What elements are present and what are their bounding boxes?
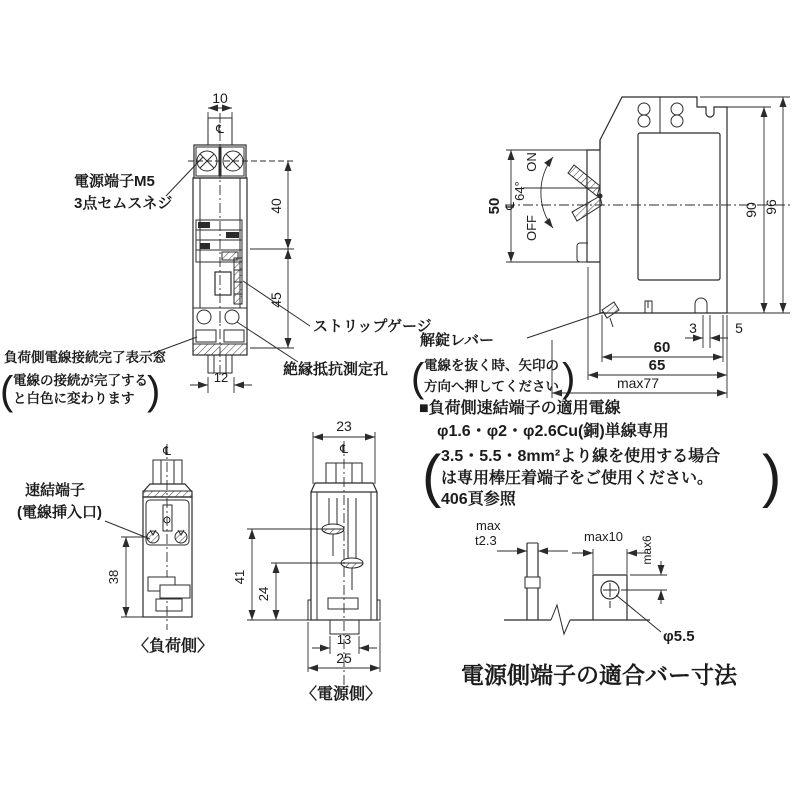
dim-edge-distance-label: max6 xyxy=(640,535,654,565)
paren-close: ) xyxy=(762,444,782,509)
indicator-label-line3: と白色に変わります xyxy=(13,391,135,406)
dim-upper-height: 40 xyxy=(268,198,284,214)
dim-lower-height: 45 xyxy=(268,292,284,308)
unlock-lever-label xyxy=(411,312,604,400)
paren-open: ( xyxy=(411,356,425,400)
lever-angle-label: 64° xyxy=(512,181,527,201)
wire-release-button xyxy=(645,301,652,313)
wire-note-line1: ■負荷側速結端子の適用電線 xyxy=(419,400,621,417)
power-side-view xyxy=(232,418,381,703)
indicator-window-icon xyxy=(196,330,216,342)
wire-note-line3: 3.5・5.5・8mm²より線を使用する場合 xyxy=(441,448,721,465)
bar-diagram xyxy=(461,518,738,688)
dim-height-body: 90 xyxy=(743,202,759,218)
dim-hook-depth: 5 xyxy=(735,320,743,336)
power-side-caption: 〈電源側〉 xyxy=(301,686,382,703)
wire-entry-hole-icon xyxy=(147,531,159,543)
centerline-symbol: ℄ xyxy=(340,442,348,456)
dim-top-width: 23 xyxy=(336,418,352,434)
insulation-test-hole-icon xyxy=(225,310,239,324)
dim-hole-dia: φ5.5 xyxy=(663,628,695,645)
terminal-screw-detail xyxy=(322,498,363,634)
insulation-hole-label: 絶縁抵抗測定孔 xyxy=(283,361,389,378)
dim-left-outer: 41 xyxy=(232,569,247,585)
terminal-label-line1: 速結端子 xyxy=(25,482,86,499)
busbar-vertical xyxy=(525,543,540,620)
power-terminal-label-line2: 3点セムスネジ xyxy=(74,195,173,212)
power-terminal-label-line1: 電源端子M5 xyxy=(74,173,155,190)
base-line xyxy=(504,605,650,634)
load-terminal-area xyxy=(193,310,247,373)
insulation-test-hole-icon xyxy=(197,310,211,324)
indicator-window-icon xyxy=(224,330,244,342)
dim-bottom-width: 25 xyxy=(336,650,352,666)
dim-thickness-line1: max xyxy=(476,518,501,533)
dim-depth-1: 60 xyxy=(653,339,671,356)
unlock-label-line1: 解錠レバー xyxy=(420,332,494,349)
terminal-screw-side-icon xyxy=(671,103,683,127)
dim-bottom-width: 12 xyxy=(213,370,229,385)
load-side-dimensions xyxy=(106,537,147,617)
wire-note-line4: は専用棒圧着端子をご使用ください。 xyxy=(441,470,714,487)
quick-connect-terminal-detail xyxy=(146,500,189,545)
dim-handle-window: 50 xyxy=(486,197,503,215)
dim-tab-width: 13 xyxy=(336,632,352,647)
dim-height: 38 xyxy=(106,569,121,585)
load-side-view xyxy=(17,444,213,655)
paren-open: ( xyxy=(0,369,14,413)
side-view xyxy=(411,97,790,400)
unlock-label-line2: 電線を抜く時、矢印の xyxy=(424,358,559,373)
unlock-label-line3: 方向へ押してください xyxy=(424,379,559,394)
centerline-symbol: ℄ xyxy=(216,122,224,136)
paren-close: ) xyxy=(147,369,161,413)
load-side-labels xyxy=(17,481,213,655)
paren-open: ( xyxy=(422,444,442,509)
bar-width-dimension xyxy=(572,549,648,574)
nameplate xyxy=(638,133,720,280)
terminal-label-line2: (電線挿入口) xyxy=(17,504,102,521)
release-lever xyxy=(602,302,619,327)
strip-gauge-scale xyxy=(234,258,242,304)
dim-height-total: 96 xyxy=(763,199,779,215)
indicator-label-line1: 負荷側電線接続完了表示窓 xyxy=(4,350,166,365)
din-clip-bottom-detail xyxy=(148,577,190,611)
wire-note-line5: 406頁参照 xyxy=(441,491,516,508)
load-side-caption: 〈負荷側〉 xyxy=(133,638,214,655)
lever-on-label: ON xyxy=(524,152,539,172)
wire-note-line2: φ1.6・φ2・φ2.6Cu(銅)単線専用 xyxy=(437,423,669,440)
strip-gauge-label: ストリップゲージ xyxy=(313,318,432,335)
centerline-symbol: ℄ xyxy=(163,444,171,458)
dim-top-width: 10 xyxy=(212,90,228,106)
terminal-screw-side-icon xyxy=(638,103,650,127)
dim-hook-offset: 3 xyxy=(689,320,697,336)
operating-lever xyxy=(503,152,790,241)
indicator-label-line2: 電線の接続が完了する xyxy=(13,373,148,388)
terminal-plate xyxy=(593,575,627,620)
dim-width-label: max10 xyxy=(584,529,624,544)
wire-note xyxy=(419,398,781,509)
lever-off-label: OFF xyxy=(524,215,539,241)
edge-distance-dimension xyxy=(621,535,667,604)
dim-depth-max: max77 xyxy=(616,375,660,391)
rating-label-plate xyxy=(196,220,242,262)
wire-entry-hole-icon xyxy=(175,531,187,543)
centerline-symbol: ℄ xyxy=(503,202,517,210)
dim-depth-2: 65 xyxy=(648,357,666,374)
breaker-handle xyxy=(215,272,231,295)
dim-left-inner: 24 xyxy=(256,586,271,602)
din-hook xyxy=(695,298,707,313)
front-view xyxy=(0,90,432,413)
bar-diagram-caption: 電源側端子の適合バー寸法 xyxy=(461,662,737,688)
lever-on-position-icon xyxy=(568,165,600,196)
dim-thickness-line2: t2.3 xyxy=(475,533,497,548)
paren-close: ) xyxy=(562,356,576,400)
